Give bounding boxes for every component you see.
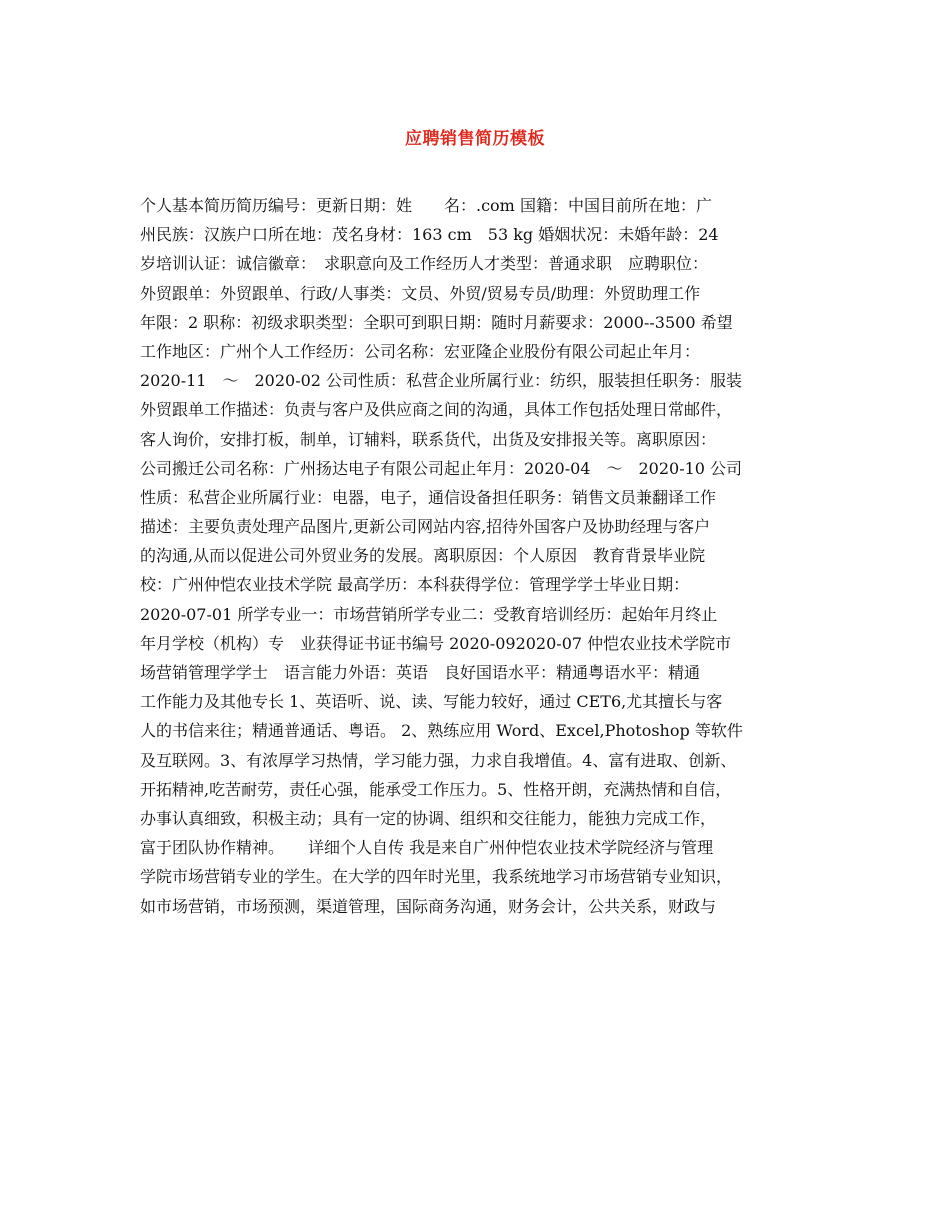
body-line: 客人询价，安排打板，制单，订辅料，联系货代，出货及安排报关等。离职原因： xyxy=(140,429,717,449)
body-line: 的沟通,从而以促进公司外贸业务的发展。离职原因：个人原因 教育背景毕业院 xyxy=(140,546,706,566)
body-line: 校：广州仲恺农业技术学院 最高学历：本科获得学位：管理学学士毕业日期： xyxy=(140,575,690,595)
body-line: 及互联网。3、有浓厚学习热情，学习能力强，力求自我增值。4、富有进取、创新、 xyxy=(140,750,737,770)
body-line: 年月学校（机构）专 业获得证书证书编号 2020-092020-07 仲恺农业技术学院市 xyxy=(140,633,732,653)
body-line: 公司搬迁公司名称：广州扬达电子有限公司起止年月：2020-04 ～ 2020-10 公司 xyxy=(140,458,743,478)
body-line: 2020-11 ～ 2020-02 公司性质：私营企业所属行业：纺织，服装担任职务：服装 xyxy=(140,371,743,391)
body-line: 2020-07-01 所学专业一：市场营销所学专业二：受教育培训经历：起始年月终止 xyxy=(140,604,718,624)
document-title: 应聘销售简历模板 xyxy=(405,129,545,149)
body-line: 人的书信来往；精通普通话、粤语。 2、熟练应用 Word、Excel,Photoshop 等软件 xyxy=(140,721,743,741)
body-line: 外贸跟单工作描述：负责与客户及供应商之间的沟通，具体工作包括处理日常邮件， xyxy=(140,400,733,420)
body-line: 岁培训认证：诚信徽章： 求职意向及工作经历人才类型：普通求职 应聘职位： xyxy=(140,254,709,274)
body-line: 富于团队协作精神。 详细个人自传 我是来自广州仲恺农业技术学院经济与管理 xyxy=(140,838,714,858)
body-line: 年限：2 职称：初级求职类型：全职可到职日期：随时月薪要求：2000--3500 希望 xyxy=(140,312,733,332)
body-line: 办事认真细致，积极主动；具有一定的协调、组织和交往能力，能独力完成工作， xyxy=(140,808,717,828)
body-line: 描述：主要负责处理产品图片,更新公司网站内容,招待外国客户及协助经理与客户 xyxy=(140,517,711,537)
body-line: 外贸跟单：外贸跟单、行政/人事类：文员、外贸/贸易专员/助理：外贸助理工作 xyxy=(140,283,701,303)
body-line: 工作能力及其他专长 1、英语听、说、读、写能力较好，通过 CET6,尤其擅长与客 xyxy=(140,692,723,712)
body-line: 性质：私营企业所属行业：电器，电子，通信设备担任职务：销售文员兼翻译工作 xyxy=(140,487,717,507)
body-line: 个人基本简历简历编号：更新日期：姓 名：.com 国籍：中国目前所在地：广 xyxy=(140,196,712,215)
body-line: 场营销管理学学士 语言能力外语：英语 良好国语水平：精通粤语水平：精通 xyxy=(140,663,701,682)
body-line: 工作地区：广州个人工作经历：公司名称：宏亚隆企业股份有限公司起止年月： xyxy=(140,341,701,361)
body-line: 如市场营销，市场预测，渠道管理，国际商务沟通，财务会计，公共关系，财政与 xyxy=(140,896,717,916)
body-line: 州民族：汉族户口所在地：茂名身材：163 cm 53 kg 婚姻状况：未婚年龄：24 xyxy=(140,225,719,245)
body-line: 开拓精神,吃苦耐劳，责任心强，能承受工作压力。5、性格开朗，充满热情和自信， xyxy=(140,779,732,799)
body-line: 学院市场营销专业的学生。在大学的四年时光里，我系统地学习市场营销专业知识， xyxy=(140,867,733,887)
document-body xyxy=(140,191,815,921)
